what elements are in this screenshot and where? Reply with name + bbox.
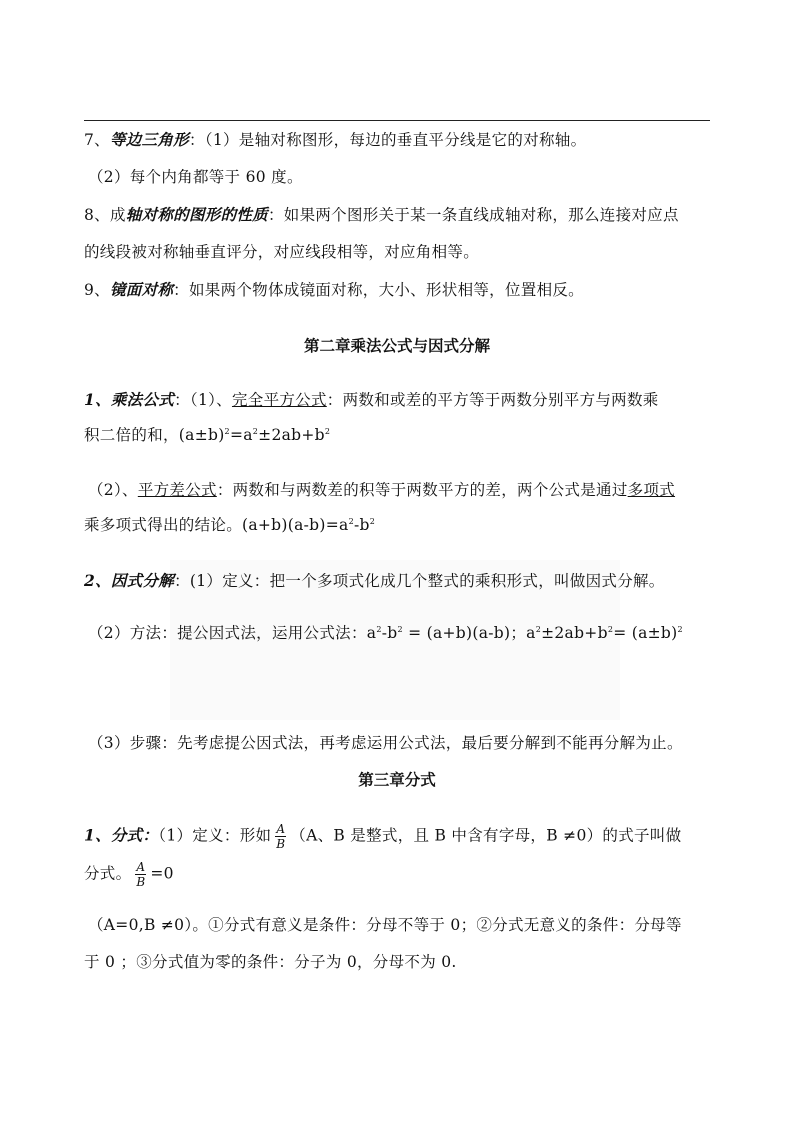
item-text: = (a+b)(a-b)；a [402,624,536,642]
term-fraction: 1、分式： [84,825,159,845]
item-text: = (a±b) [613,624,678,642]
chapter-3-title: 第三章分式 [358,770,436,789]
exponent: 2 [376,624,382,634]
fraction-a-over-b [135,860,146,889]
item-7-part-2 [88,167,303,187]
item-text: ±2ab+b [258,426,325,444]
item-text: -b [381,624,398,642]
term-difference-of-squares: 平方差公式 [137,481,217,499]
item-8 [84,205,679,225]
fraction-a-over-b [275,822,286,851]
item-text: （2）每个内角都等于 60 度。 [88,168,303,186]
item-text: （3）步骤：先考虑提公因式法，再考虑运用公式法，最后要分解到不能再分解为止。 [88,734,683,752]
fraction-numerator: A [276,822,286,836]
ch2-item-1-part-2-continued [84,515,375,535]
exponent: 2 [252,426,259,436]
item-text: （1）定义：形如 [158,826,272,845]
item-text: =0 [150,864,174,883]
item-text: ±2ab+b [541,624,608,642]
item-text: （A=0,B ≠0）。①分式有意义是条件：分母不等于 0；②分式无意义的条件：分母等 [88,916,682,934]
item-text: =a [229,426,253,444]
exponent: 2 [607,624,614,634]
fraction-denominator: B [276,837,286,851]
item-text: 分式。 [84,864,132,883]
header-rule [84,120,710,121]
term-axial-symmetry-property: 轴对称的图形的性质 [125,205,268,224]
fraction-denominator: B [136,875,146,889]
ch2-item-1-formula [84,425,330,445]
item-text: ：（1）、 [174,391,232,409]
item-text: ：(1）定义：把一个多项式化成几个整式的乘积形式，叫做因式分解。 [174,572,665,590]
term-perfect-square-formula: 完全平方公式 [231,391,327,409]
exponent: 2 [324,426,331,436]
exponent: 2 [397,624,403,634]
chapter-2-title: 第二章乘法公式与因式分解 [303,336,490,355]
item-number: 7、 [84,131,110,149]
exponent: 2 [369,516,376,526]
item-8-continued [84,242,479,262]
item-number: 9、 [84,281,110,299]
item-text: 于 0 ；③分式值为零的条件：分子为 0，分母不为 0. [84,953,457,971]
ch2-item-2 [84,571,665,591]
item-text: （A、B 是整式，且 B 中含有字母，B ≠0）的式子叫做 [290,826,682,845]
item-text: ：两数和与两数差的积等于两数平方的差，两个公式是通过 [216,481,628,499]
item-text: （2）方法：提公因式法，运用公式法：a [88,624,377,642]
item-9 [84,280,584,300]
item-text: ：两数和或差的平方等于两数分别平方与两数乘 [326,391,659,409]
item-text: 的线段被对称轴垂直评分，对应线段相等，对应角相等。 [84,243,480,261]
ch3-item-1-conditions-continued [84,952,457,972]
ch3-item-1-continued [84,860,174,889]
term-mirror-symmetry: 镜面对称 [109,280,174,299]
ch3-item-1-conditions [88,915,682,935]
term-equilateral-triangle: 等边三角形 [109,130,189,149]
exponent: 2 [535,624,542,634]
item-text: -b [353,516,370,534]
term-factorization: 2、因式分解 [84,571,175,590]
ch2-item-1 [84,390,659,410]
item-text: ：（1）是轴对称图形，每边的垂直平分线是它的对称轴。 [188,131,587,149]
ch2-item-2-steps [88,733,683,753]
ch2-item-1-part-2 [88,480,675,500]
ch2-item-2-methods [88,623,683,643]
ch3-item-1 [84,822,681,851]
item-text: 积二倍的和，(a±b) [84,426,225,444]
item-number: 8、成 [84,206,126,224]
exponent: 2 [348,516,354,526]
item-text: ：如果两个物体成镜面对称，大小、形状相等，位置相反。 [173,281,584,299]
exponent: 2 [224,426,230,436]
exponent: 2 [677,624,683,634]
item-text: 乘多项式得出的结论。(a+b)(a-b)=a [84,516,349,534]
term-multiplication-formula: 1、乘法公式 [84,390,175,409]
fraction-numerator: A [136,860,146,874]
item-text: ：如果两个图形关于某一条直线成轴对称，那么连接对应点 [267,206,679,224]
item-text: （2）、 [88,481,138,499]
term-polynomial: 多项式 [627,481,676,499]
item-7 [84,130,586,150]
